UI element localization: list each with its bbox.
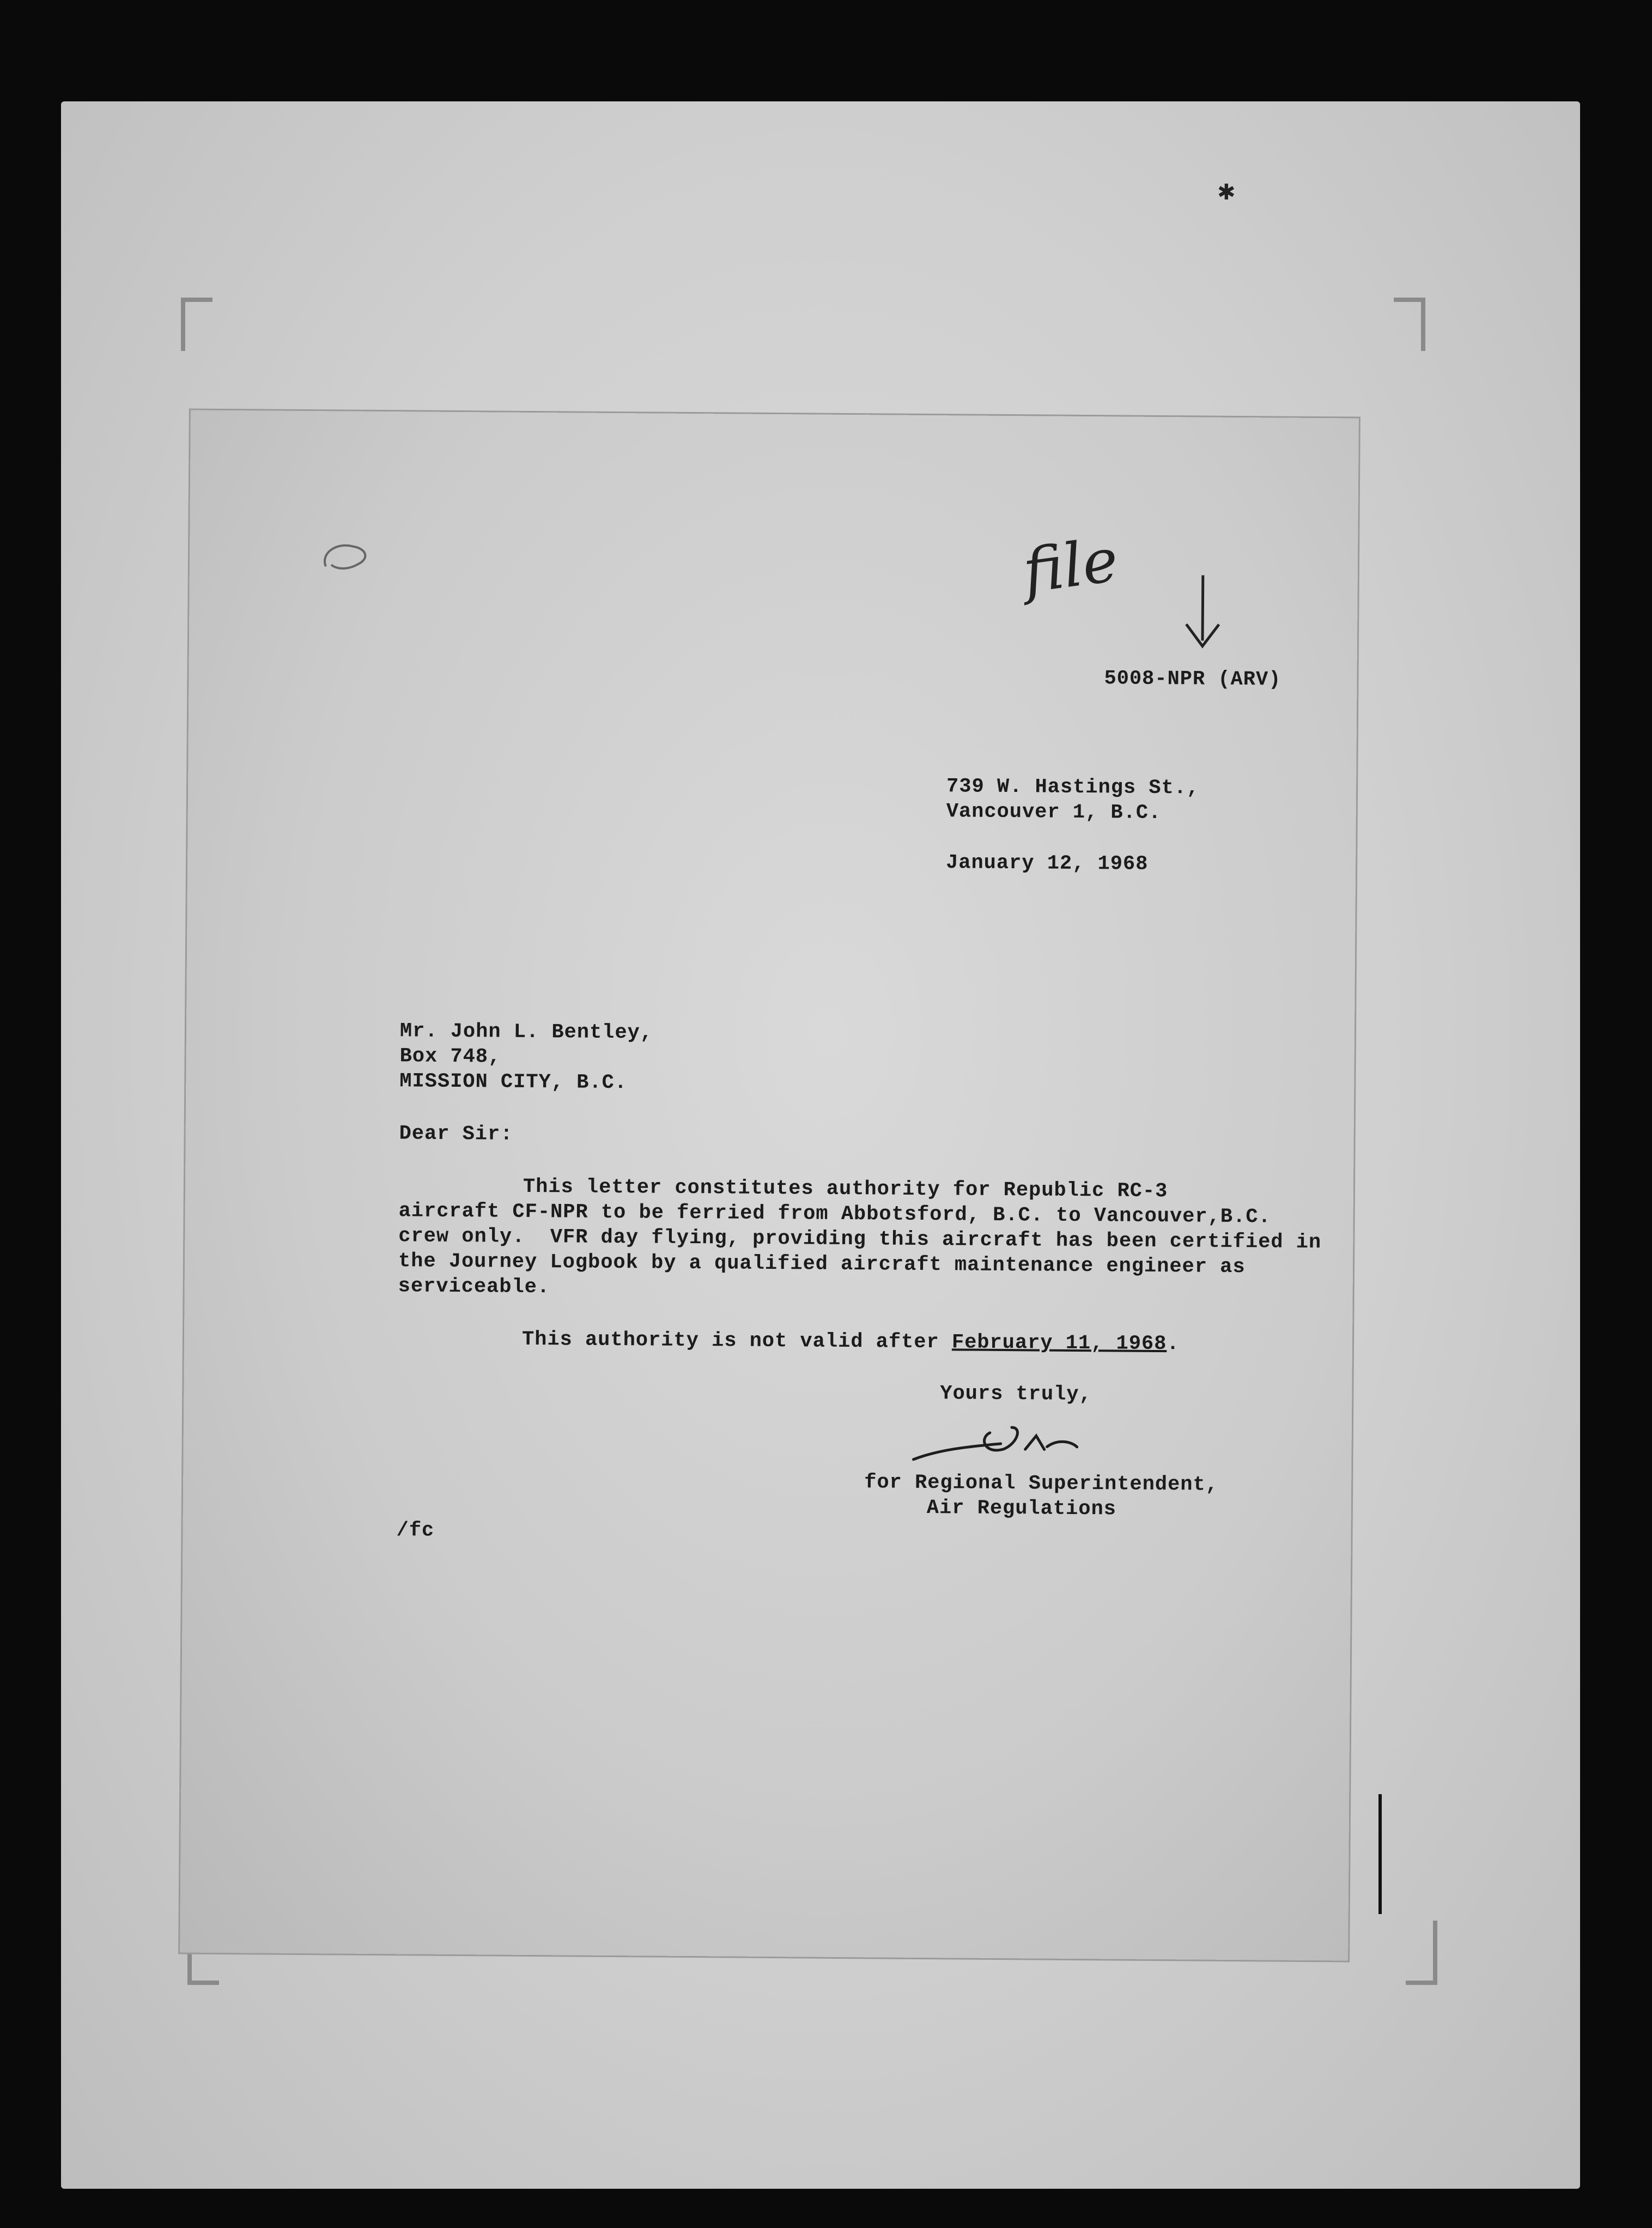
down-arrow-mark xyxy=(1181,575,1225,657)
letter-date: January 12, 1968 xyxy=(945,851,1149,876)
validity-prefix: This authority is not valid after xyxy=(521,1328,952,1354)
corner-mark-bottom-right xyxy=(1406,1921,1437,1985)
recipient-city: MISSION CITY, B.C. xyxy=(399,1070,628,1095)
edge-mark xyxy=(1378,1794,1382,1914)
typist-initials: /fc xyxy=(396,1519,435,1542)
validity-suffix: . xyxy=(1167,1333,1180,1356)
validity-line xyxy=(522,1327,1180,1357)
signature xyxy=(908,1416,1115,1478)
sender-city: Vancouver 1, B.C. xyxy=(946,800,1162,825)
salutation: Dear Sir: xyxy=(399,1122,513,1146)
file-reference: 5008-NPR (ARV) xyxy=(1104,667,1281,692)
body-line-1: This letter constitutes authority for Republic RC-3 xyxy=(523,1175,1168,1203)
handwritten-file-note: file xyxy=(1019,524,1122,607)
corner-mark-top-left xyxy=(181,298,212,351)
letter-sheet xyxy=(180,410,1359,1961)
star-mark: ✱ xyxy=(1217,180,1236,205)
body-line-3: crew only. VFR day flying, providing this aircraft has been certified in xyxy=(398,1225,1322,1255)
blot-mark xyxy=(315,536,375,580)
validity-date: February 11, 1968 xyxy=(951,1331,1167,1356)
valediction: Yours truly, xyxy=(940,1382,1092,1407)
body-line-2: aircraft CF-NPR to be ferried from Abbotsford, B.C. to Vancouver,B.C. xyxy=(398,1200,1271,1229)
recipient-name: Mr. John L. Bentley, xyxy=(399,1020,653,1045)
body-line-4: the Journey Logbook by a qualified aircraft maintenance engineer as xyxy=(398,1250,1246,1279)
signatory-department: Air Regulations xyxy=(926,1497,1117,1521)
recipient-box: Box 748, xyxy=(399,1045,501,1069)
corner-mark-top-right xyxy=(1394,298,1425,351)
signatory-title: for Regional Superintendent, xyxy=(864,1471,1219,1497)
body-line-5: serviceable. xyxy=(398,1275,550,1299)
sender-street: 739 W. Hastings St., xyxy=(946,775,1200,800)
